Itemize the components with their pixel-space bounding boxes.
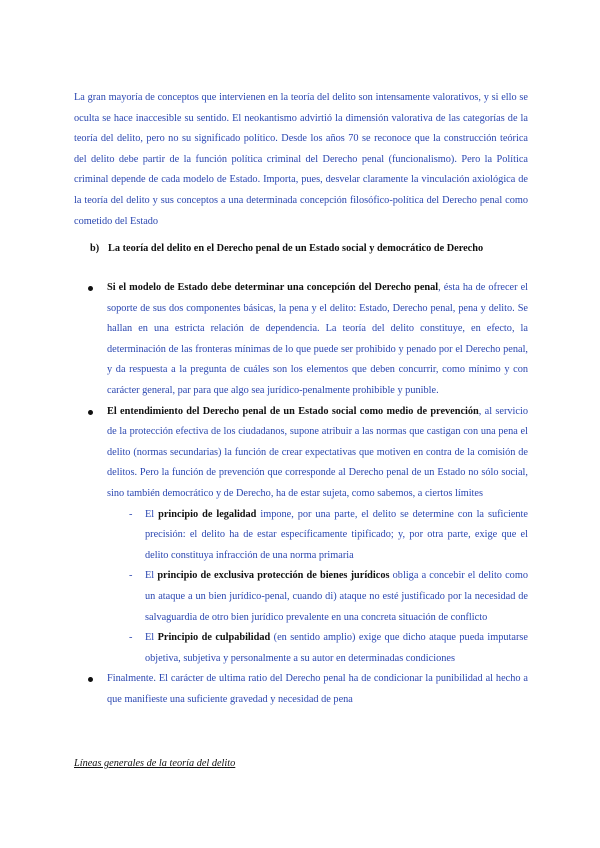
- sub-item-text: (en sentido amplio) exige que dicho ataque pueda imputarse objetiva, subjetiva y personalmente a su autor en determinadas condiciones: [145, 632, 528, 664]
- intro-paragraph: La gran mayoría de conceptos que intervienen en la teoría del delito son intensamente valorativos, y si ello se oculta se hace inaccesible su sentido. El neokantismo advirtió la dimensión valorativa de las categorías de la teoría del delito, pero no su significado político. Desde los años 70 se reconoce que la construcción teórica del delito debe partir de la función política criminal del Derecho penal (funcionalismo). Pero la Política criminal depende de cada modelo de Estado. Importa, pues, desvelar claramente la vinculación axiológica de la teoría del delito y sus conceptos a una determinada concepción filosófico-política del Derecho penal como cometido del Estado: [74, 92, 528, 227]
- bullet-item-1: [74, 278, 528, 402]
- bullet-text: Finalmente. El carácter de ultima ratio del Derecho penal ha de condicionar la punibilidad al hecho a que manifieste una suficiente gravedad y necesidad de pena: [107, 673, 528, 705]
- bullet-icon: [88, 286, 93, 291]
- section-heading-label: b): [90, 243, 100, 254]
- section-heading: [90, 239, 530, 260]
- dash-icon: -: [129, 570, 133, 582]
- sub-item-bold: Principio de culpabilidad: [157, 632, 271, 644]
- footer-heading: Líneas generales de la teoría del delito: [74, 758, 236, 769]
- bullet-bold-text: El entendimiento del Derecho penal de un Estado social como medio de prevención: [107, 405, 479, 417]
- section-heading-text: La teoría del delito en el Derecho penal de un Estado social y democrático de Derecho: [108, 243, 484, 254]
- sub-list: [107, 505, 528, 670]
- sub-item-3: [107, 628, 528, 669]
- sub-item-2: [107, 566, 528, 628]
- sub-item-bold: principio de legalidad: [158, 508, 257, 520]
- sub-item-prefix: El: [145, 632, 158, 644]
- sub-item-text: obliga a concebir el delito como un ataque a un bien jurídico-penal, cuando di) ataque no esté justificado por la necesidad de salvaguardia de otro bien jurídico prevalente en una concreta situación de conflicto: [145, 570, 528, 623]
- bullet-item-2: [74, 402, 528, 670]
- bullet-bold-text: Si el modelo de Estado debe determinar una concepción del Derecho penal: [107, 282, 439, 293]
- sub-item-prefix: El: [145, 508, 159, 520]
- dash-icon: -: [129, 632, 133, 644]
- bullet-list: [74, 278, 528, 710]
- bullet-icon: [88, 677, 93, 682]
- bullet-item-3: [74, 669, 528, 710]
- sub-item-prefix: El: [145, 570, 158, 582]
- bullet-text: , ésta ha de ofrecer el soporte de sus dos componentes básicas, la pena y el delito: Estado, Derecho penal, pena y delito. Se hallan en una estricta relación de dependencia. La teoría del delito constituye, en efecto, la determinación de las fronteras mínimas de lo que puede ser prohibido y penado por el Derecho penal, y da respuesta a la pregunta de cuáles son los elementos que deben concurrir, como mínimo y con carácter general, par para que algo sea jurídico-penalmente prohibible y punible.: [107, 282, 529, 396]
- dash-icon: -: [129, 508, 133, 520]
- bullet-icon: [88, 410, 93, 415]
- sub-item-1: [107, 505, 528, 567]
- sub-item-bold: principio de exclusiva protección de bienes jurídicos: [157, 570, 390, 582]
- bullet-text: , al servicio de la protección efectiva de los ciudadanos, supone atribuir a las normas que castigan con una pena el delito (normas secundarias) la función de crear expectativas que motiven en contra de la comisión de delitos. Pero la función de prevención que corresponde al Derecho penal de un Estado no sólo social, sino también democrático y de Derecho, ha de estar sujeta, como sabemos, a ciertos límites: [107, 405, 528, 499]
- sub-item-text: impone, por una parte, el delito se determine con la suficiente precisión: el delito ha de estar específicamente tipificado; y, por otra parte, exige que el delito constituya infracción de una norma primaria: [145, 508, 528, 561]
